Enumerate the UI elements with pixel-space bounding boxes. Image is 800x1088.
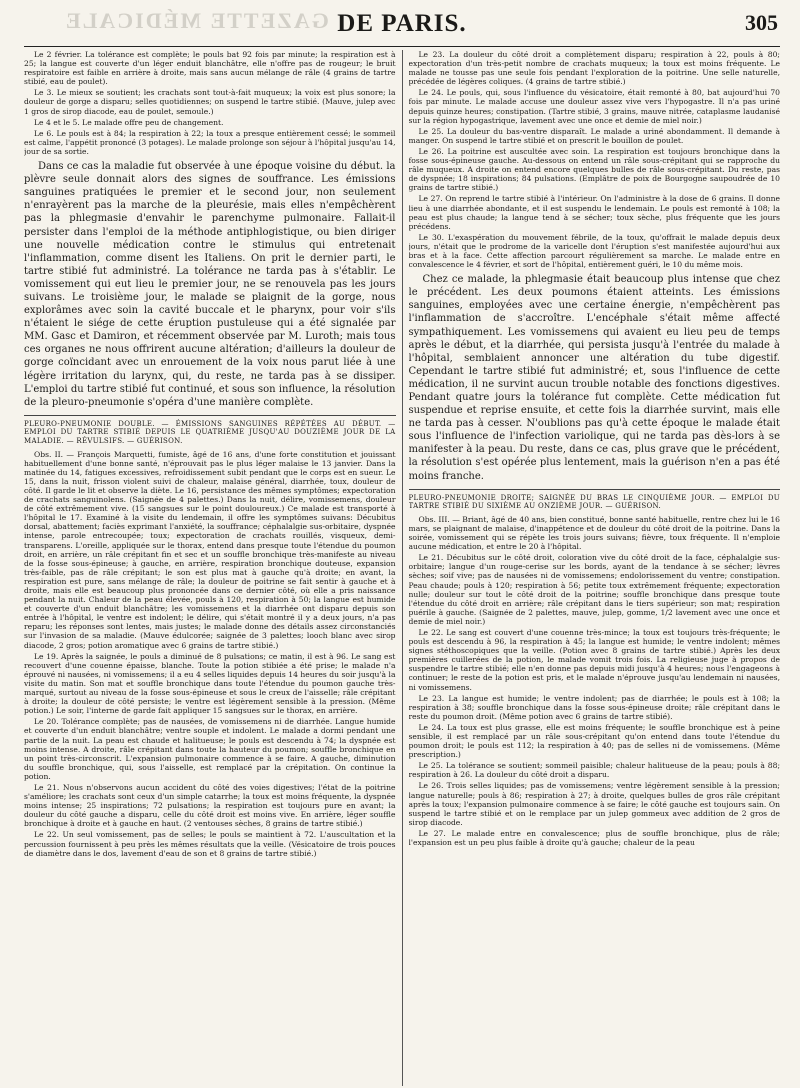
paragraph-block (409, 553, 781, 626)
observation-paragraph: Obs. II. — François Marquetti, fumiste, âgé de 16 ans, d'une forte constitution et jouissant habituellement d'une bonne santé, n'éprouvait pas le plus léger malaise le 13 janvier. Dans la matinée du 14, fatigues excessives, refroidissement subit pendant que le corps est en sueur. Le 15, dans la nuit, frisson violent suivi de chaleur, malaise général, diarrhée, toux, douleur de côté. Il garde le lit et observe la diète. Le 16, persistance des mêmes symptômes; expectoration de crachats sanguinolens. (Saignée de 4 palettes.) Dans la nuit, délire, vomissemens, douleur de côté extrêmement vive. (15 sangsues sur le point douloureux.) Ce malade est transporté à l'hôpital le 17. Examiné à la visite du lendemain, il offre les symptômes suivans: Décubitus dorsal, abattement; faciès exprimant l'anxiété, la souffrance; céphalalgie sus-orbitaire, dyspnée intense, parole entrecoupée; toux; expectoration de crachats rouillés, visqueux, demi-transparens. L'oreille, appliquée sur le thorax, entend dans presque toute l'étendue du poumon droit, en arrière, un râle crépitant fin et sec et un souffle bronchique très-manifeste au niveau de la fosse sous-épineuse; à gauche, en arrière, respiration bronchique douteuse, expansion très-faible, pas de râle crépitant; le son est plus mat à gauche qu'à droite; en avant, la respiration est pure, sans mélange de râle; la douleur de poitrine se fait sentir à gauche et à droite, mais elle est beaucoup plus prononcée dans ce dernier côté, où elle a pris naissance pendant la nuit. Chaleur de la peau élevée, pouls à 120, respiration à 50; la langue est humide et couverte d'un enduit blanchâtre; les vomissemens et la diarrhée ont disparu depuis son entrée à l'hôpital, le ventre est indolent; le délire, qui s'était montré il y a deux jours, n'a pas reparu; les réponses sont lentes, mais justes; le malade donne des détails assez circonstanciés sur l'invasion de sa maladie. (Mauve édulcorée; saignée de 3 palettes; looch blanc avec sirop diacode, 2 gros; potion aromatique avec 6 grains de tartre stibié.) (24, 449, 396, 650)
page-number: 305 (745, 10, 778, 35)
observation-paragraph: Le 3. Le mieux se soutient; les crachats sont tout-à-fait muqueux; la voix est plus sonore; la douleur de gorge a disparu; selles quotidiennes; on suspend le tartre stibié. (Mauve, julep avec 1 gros de sirop diacode, eau de poulet, semoule.) (24, 88, 396, 116)
section-heading: PLEURO-PNEUMONIE DROITE; SAIGNÉE DU BRAS LE CINQUIÈME JOUR. — EMPLOI DU TARTRE STIBIÉ DU SIXIÈME AU ONZIÈME JOUR. — GUÉRISON. (409, 489, 781, 511)
bleed-through-masthead: GAZETTE MÉDICALE (64, 8, 329, 33)
observation-paragraph: Le 21. Nous n'observons aucun accident du côté des voies digestives; l'état de la poitrine s'améliore; les crachats sont ceux d'un simple catarrhe; la toux est moins fréquente, la dyspnée moins intense; 25 inspirations; 72 pulsations; la respiration est toujours pure en avant; la douleur du côté gauche a disparu, celle du côté droit est moins vive. En arrière, léger souffle bronchique à droite et à gauche en haut. (2 ventouses sèches, 8 grains de tartre stibié.) (24, 782, 396, 829)
paragraph-block (24, 129, 396, 156)
left-column (24, 50, 396, 1086)
paragraph-block (409, 761, 781, 779)
paragraph-block (409, 781, 781, 826)
paragraph-block (24, 118, 396, 127)
paragraph-block (24, 830, 396, 857)
paragraph-block (24, 160, 396, 409)
right-column (409, 50, 781, 1086)
paragraph-block (409, 88, 781, 124)
observation-paragraph: Le 23. La langue est humide; le ventre indolent; pas de diarrhée; le pouls est à 108; la respiration à 38; souffle bronchique dans la fosse sous-épineuse droite; râle crépitant dans le reste du poumon droit. (Même potion avec 6 grains de tartre stibié). (408, 693, 780, 721)
column-divider (402, 50, 403, 1086)
paragraph-block (409, 628, 781, 692)
page-title: DE PARIS. (337, 10, 467, 37)
page-header (24, 6, 780, 47)
observation-paragraph: Le 2 février. La tolérance est complète; le pouls bat 92 fois par minute; la respiration est à 25; la langue est couverte d'un léger enduit blanchâtre, elle n'offre pas de rougeur; le bruit respiratoire est faible en arrière à droite, mais sans aucun mélange de râle (4 grains de tartre stibié, eau de poulet). (24, 50, 396, 87)
observation-paragraph: Obs. III. — Briant, âgé de 40 ans, bien constitué, bonne santé habituelle, rentre chez lui le 16 mars, se plaignant de malaise, d'inappétence et de douleur du côté droit de la poitrine. Dans la soirée, vomissement qui se répète les trois jours suivans; fièvre, toux fréquente. Il n'emploie aucune médication, et entre le 20 à l'hôpital. (408, 514, 780, 552)
observation-paragraph: Le 22. Un seul vomissement, pas de selles; le pouls se maintient à 72. L'auscultation et la percussion fournissent à peu près les mêmes résultats que la veille. (Vésicatoire de trois pouces de diamètre dans le dos, lavement d'eau de son et 8 grains de tartre stibié.) (24, 830, 396, 858)
paragraph-block (24, 783, 396, 828)
observation-paragraph: Le 24. Le pouls, qui, sous l'influence du vésicatoire, était remonté à 80, bat aujourd'hui 70 fois par minute. Le malade accuse une douleur assez vive vers l'hypogastre. Il n'a pas uriné depuis quinze heures; constipation. (Tartre stibié, 3 grains, mauve nitrée, cataplasme laudanisé sur la région hypogastrique, lavement avec une once et demie de miel noir.) (408, 88, 780, 125)
commentary-paragraph: Chez ce malade, la phlegmasie était beaucoup plus intense que chez le précédent. Les deux poumons étaient atteints. Les émissions sanguines, employées avec une certaine énergie, n'empêchèrent pas l'inflammation de s'accroître. L'encéphale s'était même affecté sympathiquement. Les vomissemens qui avaient eu lieu peu de temps après le début, et la diarrhée, qui persista jusqu'à l'entrée du malade à l'hôpital, semblaient annoncer une altération du tube digestif. Cependant le tartre stibié fut administré; et, sous l'influence de cette médication, il ne survint aucun trouble notable des fonctions digestives. Pendant quatre jours la tolérance fut complète. Cette médication fut suspendue et reprise ensuite, et cette fois la diarrhée survint, mais elle ne tarda pas à cesser. N'oublions pas qu'à cette époque le malade était sous l'influence de l'infection variolique, qui ne tarda pas dès-lors à se manifester à la peau. Du reste, dans ce cas, plus grave que le précédent, la résolution s'est opérée plus lentement, mais la guérison n'en a pas été moins franche. (408, 274, 780, 482)
paragraph-block (409, 50, 781, 86)
paragraph-block (409, 127, 781, 145)
observation-paragraph: Le 20. Tolérance complète; pas de nausées, de vomissemens ni de diarrhée. Langue humide et couverte d'un enduit blanchâtre; ventre souple et indolent. Le malade a dormi pendant une partie de la nuit. La peau est chaude et halitueuse; le pouls est descendu à 74; la dyspnée est moins intense. A droite, râle crépitant dans toute la hauteur du poumon; souffle bronchique en un point très-circonscrit. L'expansion pulmonaire commence à se faire. A gauche, diminution du souffle bronchique, qui, sous l'aisselle, est remplacé par la crépitation. On continue la potion. (24, 717, 396, 781)
paragraph-block (24, 50, 396, 86)
paragraph-block (24, 717, 396, 781)
observation-paragraph: Le 25. La douleur du bas-ventre disparaît. Le malade a uriné abondamment. Il demande à manger. On suspend le tartre stibié et on prescrit le bouillon de poulet. (408, 126, 780, 145)
paragraph-block (409, 694, 781, 721)
paragraph-block (409, 829, 781, 847)
observation-paragraph: Le 23. La douleur du côté droit a complètement disparu; respiration à 22, pouls à 80; expectoration d'un très-petit nombre de crachats muqueux; la toux est moins fréquente. Le malade ne tousse pas une seule fois pendant l'exploration de la poitrine. Une selle naturelle, précédée de légères coliques. (4 grains de tartre stibié.) (408, 50, 780, 87)
observation-paragraph: Le 27. On reprend le tartre stibié à l'intérieur. On l'administre à la dose de 6 grains. Il donne lieu à une diarrhée abondante, et il est suspendu le lendemain. Le pouls est remonté à 108; la peau est plus chaude; la langue tend à se sécher; toux sèche, plus fréquente que les jours précédens. (408, 194, 780, 231)
columns (24, 50, 780, 1086)
section-heading: PLEURO-PNEUMONIE DOUBLE. — ÉMISSIONS SANGUINES RÉPÉTÉES AU DÉBUT. — EMPLOI DU TARTRE STIBIÉ DEPUIS LE QUATRIÈME JUSQU'AU DOUZIÈME JOUR DE LA MALADIE. — RÉVULSIFS. — GUÉRISON. (24, 415, 396, 446)
observation-paragraph: Le 19. Après la saignée, le pouls a diminué de 8 pulsations; ce matin, il est à 96. Le sang est recouvert d'une couenne épaisse, blanche. Toute la potion stibiée a été prise; le malade n'a éprouvé ni nausées, ni vomissemens; il a eu 4 selles liquides depuis 14 heures du soir jusqu'à la visite du matin. Son mat et souffle bronchique dans toute l'étendue du poumon gauche très-marqué, surtout au niveau de la fosse sous-épineuse et sous le creux de l'aisselle; râle crépitant à droite; la douleur de côté persiste; le ventre est légèrement sensible à la pression. (Même potion.) Le soir, l'interne de garde fait appliquer 15 sangsues sur le thorax, en arrière. (24, 651, 396, 716)
observation-paragraph: Le 27. Le malade entre en convalescence; plus de souffle bronchique, plus de râle; l'expansion est un peu plus faible à droite qu'à gauche; chaleur de la peau (408, 828, 780, 848)
observation-paragraph: Le 6. Le pouls est à 84; la respiration à 22; la toux a presque entièrement cessé; le sommeil est calme, l'appétit prononcé (3 potages). Le malade prolonge son séjour à l'hôpital jusqu'au 14, jour de sa sortie. (24, 128, 396, 156)
observation-paragraph: Le 25. La tolérance se soutient; sommeil paisible; chaleur halitueuse de la peau; pouls à 88; respiration à 26. La douleur du côté droit a disparu. (408, 761, 780, 780)
paragraph-block (409, 194, 781, 230)
observation-paragraph: Le 30. L'exaspération du mouvement fébrile, de la toux, qu'offrait le malade depuis deux jours, n'était que le prodrome de la varicelle dont l'éruption s'est manifestée aujourd'hui aux bras et à la face. Cette affection parcourt régulièrement sa marche. Le malade entre en convalescence le 4 février, et sort de l'hôpital, entièrement guéri, le 10 du même mois. (408, 232, 780, 270)
paragraph-block (409, 515, 781, 551)
paragraph-block (409, 147, 781, 192)
paragraph-block (409, 233, 781, 269)
paragraph-block (24, 450, 396, 650)
paragraph-block (409, 723, 781, 759)
observation-paragraph: Le 21. Décubitus sur le côté droit, coloration vive du côté droit de la face, céphalalgie sus-orbitaire; langue d'un rouge-cerise sur les bords, ayant de la tendance à se sécher; lèvres sèches; soif vive; pas de nausées ni de vomissemens; endolorissement du ventre; constipation. Peau chaude; pouls à 120; respiration à 56; petite toux extrêmement fréquente; expectoration nulle; douleur sur tout le côté droit de la poitrine; souffle bronchique dans presque toute l'étendue du côté droit en arrière; râle crépitant dans le tiers supérieur; son mat; respiration puérile à gauche. (Saignée de 2 palettes, mauve, julep, gomme, 1/2 lavement avec une once et demie de miel noir.) (408, 553, 780, 626)
observation-paragraph: Le 4 et le 5. Le malade offre peu de changement. (34, 117, 224, 127)
paragraph-block (409, 273, 781, 483)
paragraph-block (24, 652, 396, 716)
paragraph-block (24, 88, 396, 115)
observation-paragraph: Le 22. Le sang est couvert d'une couenne très-mince; la toux est toujours très-fréquente; le pouls est descendu à 96, la respiration à 45; la langue est humide; le ventre indolent; mêmes signes stéthoscopiques que la veille. (Potion avec 8 grains de tartre stibié.) Après les deux premières cuillerées de la potion, le malade vomit trois fois. La religieuse juge à propos de suspendre le tartre stibié; elle n'en donne pas depuis midi jusqu'à 4 heures; nous l'engageons à continuer; le reste de la potion est pris, et le malade n'éprouve jusqu'au lendemain ni nausées, ni vomissemens. (408, 627, 780, 692)
observation-paragraph: Le 26. La poitrine est auscultée avec soin. La respiration est toujours bronchique dans la fosse sous-épineuse gauche. Au-dessous on entend un râle sous-crépitant qui se rapproche du râle muqueux. A droite on entend encore quelques bulles de râle sous-crépitant. Du reste, pas de dyspnée; 18 inspirations; 84 pulsations. (Emplâtre de poix de Bourgogne saupoudrée de 10 grains de tartre stibié.) (408, 146, 780, 193)
observation-paragraph: Le 26. Trois selles liquides; pas de vomissemens; ventre légèrement sensible à la pression; langue naturelle; pouls à 86; respiration à 27; à droite, quelques bulles de gros râle crépitant après la toux; l'expansion pulmonaire commence à se faire; le côté gauche est toujours sain. On suspend le tartre stibié et on le remplace par un julep gommeux avec addition de 2 gros de sirop diacode. (408, 781, 780, 827)
commentary-paragraph: Dans ce cas la maladie fut observée à une époque voisine du début. la plèvre seule donnait alors des signes de souffrance. Les émissions sanguines pratiquées le premier et le second jour, non seulement n'enrayèrent pas la marche de la pleurésie, mais elles n'empêchèrent pas la phlegmasie d'envahir le parenchyme pulmonaire. Fallait-il persister dans l'emploi de la méthode antiphlogistique, ou bien diriger une nouvelle médication contre le stimulus qui entretenait l'inflammation, comme disent les Italiens. On prit le dernier parti, le tartre stibié fut administré. La tolérance ne tarda pas à s'établir. Le vomissement qui eut lieu le premier jour, ne se renouvela pas les jours suivans. Le troisième jour, le malade se plaignit de la gorge, nous explorâmes avec soin la cavité buccale et le pharynx, pour voir s'ils n'étaient le siége de cette éruption pustuleuse qui a été signalée par MM. Gasc et Damiron, et récemment observée par M. Luroth; mais tous ces organes ne nous offrirent aucune altération; d'ailleurs la douleur de gorge coïncidant avec un enrouement de la voix nous parut liée à une légère irritation du larynx, qui, du reste, ne tarda pas à se dissiper. L'emploi du tartre stibié fut continué, et sous son influence, la résolution de la pleuro-pneumonie s'opéra d'une manière complète. (24, 161, 396, 408)
observation-paragraph: Le 24. La toux est plus grasse, elle est moins fréquente; le souffle bronchique est à peine sensible, il est remplacé par un râle sous-crépitant qu'on entend dans toute l'étendue du poumon droit; le pouls est 112; la respiration à 40; pas de selles ni de vomissemens. (Même prescription.) (408, 722, 780, 760)
